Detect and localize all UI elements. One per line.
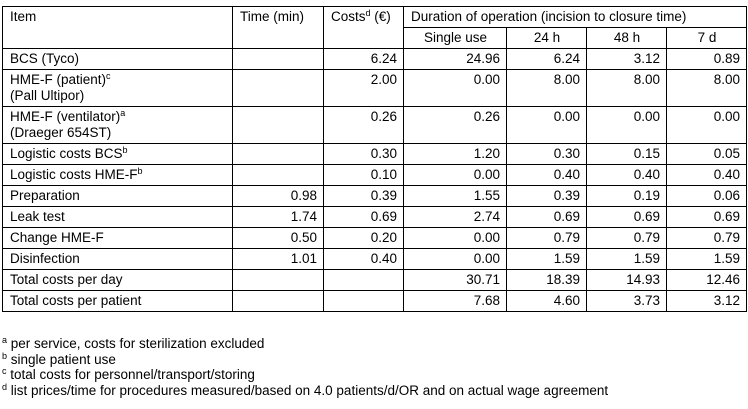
item-label: Leak test xyxy=(10,209,65,224)
duration-value-cell: 1.55 xyxy=(404,186,507,207)
footnote xyxy=(2,336,608,352)
duration-value-cell: 0.00 xyxy=(587,107,667,144)
table-row xyxy=(3,165,747,186)
cost-cell: 2.00 xyxy=(324,70,404,107)
footnote xyxy=(2,383,608,399)
duration-value-cell: 0.26 xyxy=(404,107,507,144)
header-costs xyxy=(324,7,404,49)
cost-table xyxy=(2,6,747,312)
cost-cell: 0.20 xyxy=(324,228,404,249)
time-cell: 1.74 xyxy=(233,207,324,228)
footnote-text: total costs for personnel/transport/storing xyxy=(6,367,255,382)
header-item: Item xyxy=(3,7,233,49)
footnote-mark: d xyxy=(2,381,8,392)
table-row xyxy=(3,70,747,107)
empty-cell xyxy=(324,291,404,312)
item-cell xyxy=(3,107,233,144)
time-cell: 0.50 xyxy=(233,228,324,249)
item-cell xyxy=(3,144,233,165)
total-value-cell: 3.12 xyxy=(667,291,747,312)
duration-value-cell: 0.40 xyxy=(507,165,587,186)
cost-cell: 0.10 xyxy=(324,165,404,186)
footnote-mark: b xyxy=(122,145,128,155)
duration-value-cell: 0.00 xyxy=(404,70,507,107)
duration-value-cell: 1.59 xyxy=(587,249,667,270)
table-row xyxy=(3,107,747,144)
duration-value-cell: 0.69 xyxy=(587,207,667,228)
cost-cell: 0.39 xyxy=(324,186,404,207)
item-cell xyxy=(3,70,233,107)
duration-value-cell: 24.96 xyxy=(404,49,507,70)
cost-cell: 0.40 xyxy=(324,249,404,270)
footnote-text: list prices/time for procedures measured/based on 4.0 patients/d/OR and on actual wage agreement xyxy=(7,382,609,398)
footnote-mark: a xyxy=(2,335,8,345)
total-value-cell: 18.39 xyxy=(507,270,587,291)
item-sublabel: (Pall Ultipor) xyxy=(10,88,85,103)
duration-value-cell: 0.00 xyxy=(667,107,747,144)
empty-cell xyxy=(324,270,404,291)
time-cell: 1.01 xyxy=(233,249,324,270)
item-label: Preparation xyxy=(10,188,80,203)
duration-value-cell: 8.00 xyxy=(667,70,747,107)
duration-value-cell: 0.05 xyxy=(667,144,747,165)
duration-value-cell: 0.40 xyxy=(587,165,667,186)
header-costs-footnote-mark: d xyxy=(365,8,371,18)
duration-value-cell: 3.12 xyxy=(587,49,667,70)
duration-value-cell: 0.69 xyxy=(667,207,747,228)
item-cell xyxy=(3,165,233,186)
total-row xyxy=(3,270,747,291)
item-cell xyxy=(3,228,233,249)
item-sublabel: (Draeger 654ST) xyxy=(10,125,112,140)
header-costs-unit: (€) xyxy=(370,9,391,24)
time-cell xyxy=(233,107,324,144)
duration-value-cell: 1.59 xyxy=(507,249,587,270)
footnote-text: per service, costs for sterilization excluded xyxy=(7,336,265,351)
table-row xyxy=(3,186,747,207)
duration-value-cell: 1.59 xyxy=(667,249,747,270)
time-cell: 0.98 xyxy=(233,186,324,207)
duration-value-cell: 0.19 xyxy=(587,186,667,207)
header-row xyxy=(3,7,747,28)
total-value-cell: 12.46 xyxy=(667,270,747,291)
table-body xyxy=(3,7,747,312)
item-label: Logistic costs HME-F xyxy=(10,167,138,182)
duration-value-cell: 0.15 xyxy=(587,144,667,165)
table-row xyxy=(3,49,747,70)
total-row xyxy=(3,291,747,312)
footnote-mark: c xyxy=(2,366,7,376)
duration-value-cell: 0.39 xyxy=(507,186,587,207)
item-cell xyxy=(3,49,233,70)
footnote-mark: c xyxy=(106,71,111,81)
time-cell xyxy=(233,144,324,165)
total-label: Total costs per patient xyxy=(3,291,233,312)
cost-cell: 6.24 xyxy=(324,49,404,70)
table-row xyxy=(3,207,747,228)
table-row xyxy=(3,144,747,165)
header-costs-label: Costs xyxy=(331,9,366,24)
total-label: Total costs per day xyxy=(3,270,233,291)
duration-value-cell: 0.00 xyxy=(404,165,507,186)
duration-value-cell: 0.89 xyxy=(667,49,747,70)
duration-value-cell: 0.00 xyxy=(507,107,587,144)
time-cell xyxy=(233,165,324,186)
footnote-text: single patient use xyxy=(7,351,116,367)
table-row xyxy=(3,228,747,249)
total-value-cell: 3.73 xyxy=(587,291,667,312)
empty-cell xyxy=(233,291,324,312)
duration-value-cell: 0.79 xyxy=(507,228,587,249)
duration-value-cell: 0.69 xyxy=(507,207,587,228)
item-label: Change HME-F xyxy=(10,230,104,245)
duration-value-cell: 1.20 xyxy=(404,144,507,165)
item-label: BCS (Tyco) xyxy=(10,51,80,66)
footnotes xyxy=(2,336,608,398)
duration-value-cell: 0.00 xyxy=(404,228,507,249)
duration-value-cell: 6.24 xyxy=(507,49,587,70)
footnote xyxy=(2,367,608,383)
duration-value-cell: 8.00 xyxy=(507,70,587,107)
footnote xyxy=(2,352,608,368)
empty-cell xyxy=(233,270,324,291)
total-value-cell: 30.71 xyxy=(404,270,507,291)
item-cell xyxy=(3,249,233,270)
total-value-cell: 4.60 xyxy=(507,291,587,312)
cost-cell: 0.30 xyxy=(324,144,404,165)
duration-value-cell: 0.79 xyxy=(587,228,667,249)
duration-value-cell: 0.00 xyxy=(404,249,507,270)
duration-value-cell: 2.74 xyxy=(404,207,507,228)
total-value-cell: 14.93 xyxy=(587,270,667,291)
total-value-cell: 7.68 xyxy=(404,291,507,312)
time-cell xyxy=(233,49,324,70)
duration-value-cell: 0.79 xyxy=(667,228,747,249)
header-48h: 48 h xyxy=(587,28,667,49)
footnote-mark: b xyxy=(137,166,143,176)
item-label: Disinfection xyxy=(10,251,80,266)
header-single-use: Single use xyxy=(404,28,507,49)
header-time: Time (min) xyxy=(233,7,324,49)
duration-value-cell: 0.40 xyxy=(667,165,747,186)
item-label: Logistic costs BCS xyxy=(10,146,123,161)
duration-value-cell: 8.00 xyxy=(587,70,667,107)
footnote-mark: a xyxy=(120,108,126,118)
duration-value-cell: 0.06 xyxy=(667,186,747,207)
cost-cell: 0.26 xyxy=(324,107,404,144)
header-7d: 7 d xyxy=(667,28,747,49)
time-cell xyxy=(233,70,324,107)
item-label: HME-F (patient) xyxy=(10,72,107,87)
item-label: HME-F (ventilator) xyxy=(10,109,121,124)
header-duration: Duration of operation (incision to closure time) xyxy=(404,7,747,28)
footnote-mark: b xyxy=(2,350,8,361)
cost-cell: 0.69 xyxy=(324,207,404,228)
duration-value-cell: 0.30 xyxy=(507,144,587,165)
header-24h: 24 h xyxy=(507,28,587,49)
table-row xyxy=(3,249,747,270)
item-cell xyxy=(3,186,233,207)
item-cell xyxy=(3,207,233,228)
